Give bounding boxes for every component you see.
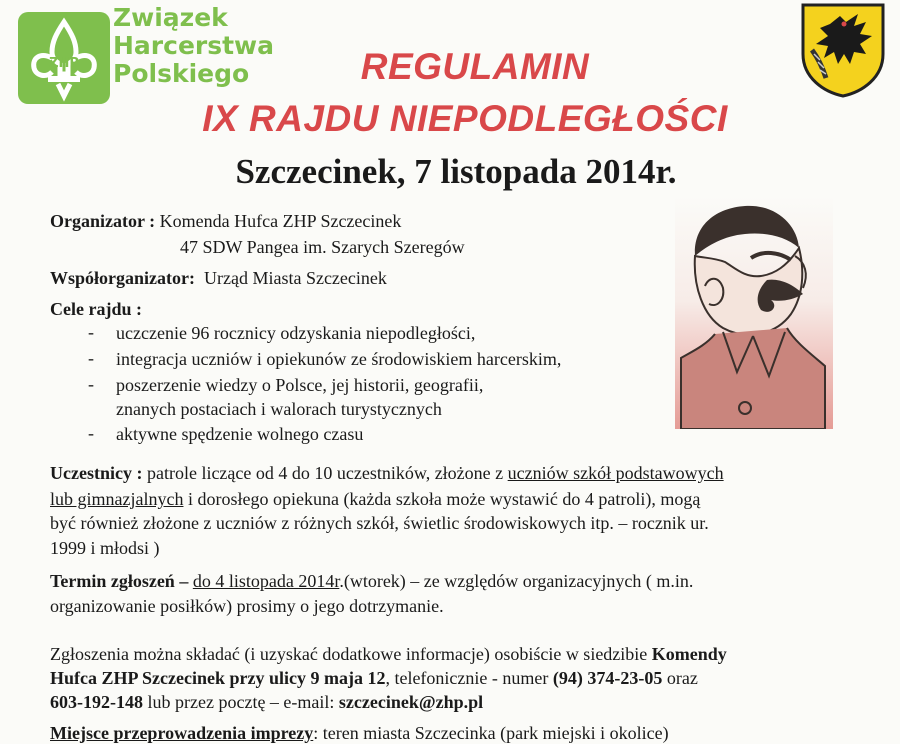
coorganizer [50,267,387,289]
participants-line-4: 1999 i młodsi ) [50,538,160,558]
goal-item-2: integracja uczniów i opiekunów ze środowiskiem harcerskim, [116,349,562,369]
subtitle-place-date: Szczecinek, 7 listopada 2014r. [235,152,677,191]
goals-label: Cele rajdu : [50,299,142,319]
participants-line-2 [50,488,700,510]
participants-text: patrole liczące od 4 do 10 uczestników, złożone z [142,463,508,483]
org-name-line-3: Polskiego [113,59,250,88]
participants-schools: uczniów szkół podstawowych [507,463,724,483]
organizer-label: Organizator : [50,211,156,231]
applications-text: Zgłoszenia można składać (i uzyskać dodatkowe informacje) osobiście w siedzibie [50,644,652,664]
participants-line-3: być również złożone z uczniów z różnych szkół, świetlic środowiskowych itp. – rocznik ur. [50,513,709,533]
deadline-line-1 [50,570,693,592]
venue-label: Miejsce przeprowadzenia imprezy [50,723,314,743]
goal-bullet: - [88,322,94,342]
venue-line [50,722,669,744]
email-address: szczecinek@zhp.pl [338,692,484,712]
applications-komenda: Komendy [651,644,727,664]
goal-bullet: - [88,423,94,443]
participants-gymnasium: lub gimnazjalnych [50,489,184,509]
participants-label: Uczestnicy : [50,463,143,483]
svg-text:ZHP: ZHP [49,56,79,71]
deadline-line-2: organizowanie posiłków) prosimy o jego dotrzymanie. [50,596,444,616]
goal-item-4: aktywne spędzenie wolnego czasu [116,424,364,444]
applications-line-2 [50,667,698,689]
org-name-line-1: Związek [113,3,228,32]
participants-line-1 [50,462,724,484]
applications-email-text: lub przez pocztę – e-mail: [143,692,339,712]
title-rally-name: IX RAJDU NIEPODLEGŁOŚCI [202,98,728,139]
applications-line-3 [50,691,483,713]
deadline-text: .(wtorek) – ze względów organizacyjnych ( m.in. [339,571,694,591]
venue-value: : teren miasta Szczecinka (park miejski i okolice) [313,723,669,743]
organizer-line-1 [50,210,401,232]
deadline-date: do 4 listopada 2014r [192,571,340,591]
goal-item-3: poszerzenie wiedzy o Polsce, jej historii, geografii, [116,375,484,395]
goal-bullet: - [88,374,94,394]
applications-address: Hufca ZHP Szczecinek przy ulicy 9 maja 12 [50,668,386,688]
phone-number-2: 603-192-148 [50,692,143,712]
applications-line-1 [50,643,727,665]
goal-bullet: - [88,348,94,368]
phone-number-1: (94) 374-23-05 [552,668,663,688]
coorganizer-label: Współorganizator: [50,268,195,288]
coorganizer-value: Urząd Miasta Szczecinek [203,268,387,288]
pilsudski-portrait [675,196,833,429]
title-regulamin: REGULAMIN [360,46,590,87]
applications-oraz: oraz [662,668,698,688]
deadline-label: Termin zgłoszeń – [50,571,193,591]
org-name-line-2: Harcerstwa [113,31,275,60]
participants-text-2: i dorosłego opiekuna (każda szkoła może wystawić do 4 patroli), mogą [183,489,701,509]
organizer-line-2: 47 SDW Pangea im. Szarych Szeregów [180,237,465,257]
goal-item-1: uczczenie 96 rocznicy odzyskania niepodległości, [116,323,476,343]
applications-phone-text: , telefonicznie - numer [385,668,553,688]
organizer-value: Komenda Hufca ZHP Szczecinek [159,211,402,231]
goal-item-3-cont: znanych postaciach i walorach turystycznych [116,399,442,419]
